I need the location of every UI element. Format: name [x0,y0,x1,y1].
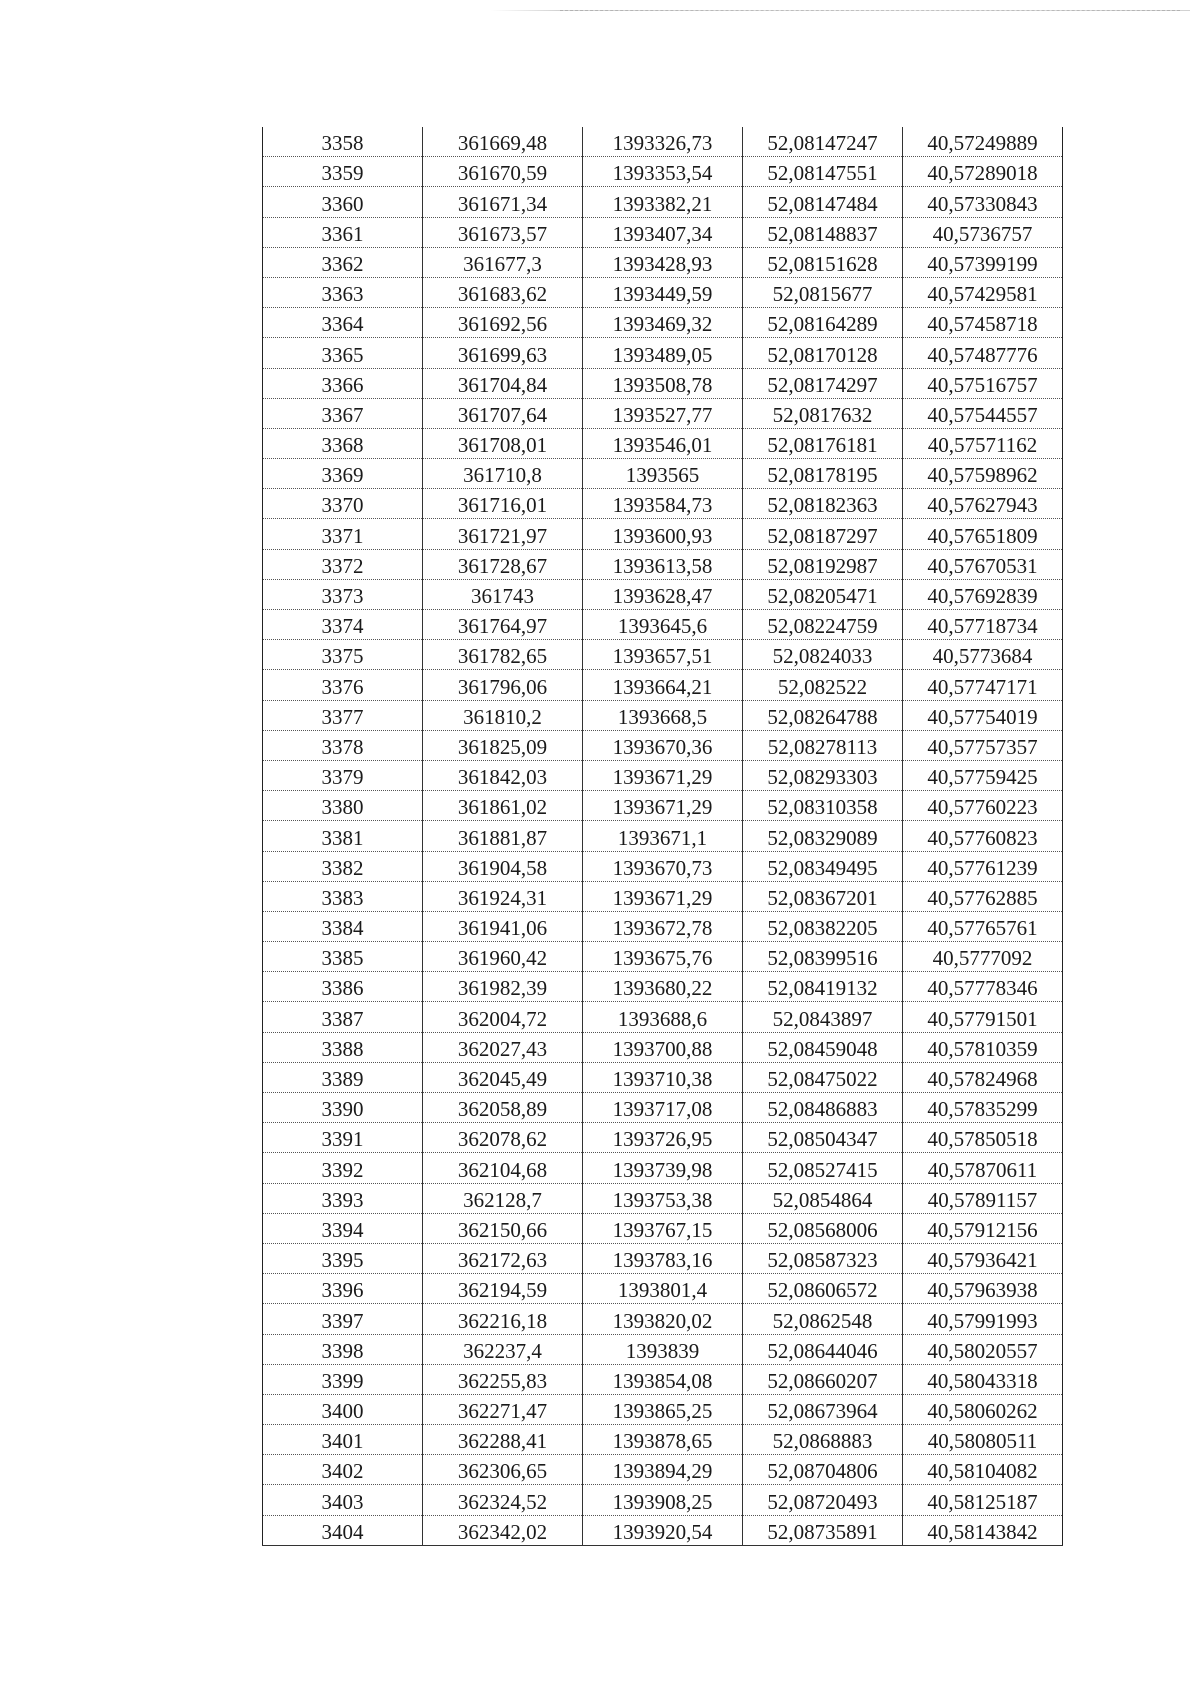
x-coordinate-cell: 361810,2 [423,700,583,730]
latitude-cell: 52,08174297 [743,368,903,398]
y-coordinate-cell: 1393546,01 [583,428,743,458]
table-row [263,579,1063,609]
x-coordinate-cell: 362271,47 [423,1394,583,1424]
latitude-cell: 52,08278113 [743,730,903,760]
y-coordinate-cell: 1393878,65 [583,1425,743,1455]
y-coordinate-cell: 1393767,15 [583,1213,743,1243]
latitude-cell: 52,08587323 [743,1243,903,1273]
y-coordinate-cell: 1393628,47 [583,579,743,609]
y-coordinate-cell: 1393670,73 [583,851,743,881]
longitude-cell: 40,57399199 [903,247,1063,277]
latitude-cell: 52,082522 [743,670,903,700]
x-coordinate-cell: 362104,68 [423,1153,583,1183]
longitude-cell: 40,57598962 [903,459,1063,489]
y-coordinate-cell: 1393671,29 [583,881,743,911]
table-row [263,1394,1063,1424]
y-coordinate-cell: 1393449,59 [583,277,743,307]
x-coordinate-cell: 361941,06 [423,911,583,941]
x-coordinate-cell: 361924,31 [423,881,583,911]
y-coordinate-cell: 1393657,51 [583,640,743,670]
y-coordinate-cell: 1393839 [583,1334,743,1364]
longitude-cell: 40,57759425 [903,760,1063,790]
x-coordinate-cell: 361692,56 [423,308,583,338]
latitude-cell: 52,08720493 [743,1485,903,1515]
latitude-cell: 52,08176181 [743,428,903,458]
table-row [263,1334,1063,1364]
latitude-cell: 52,0817632 [743,398,903,428]
y-coordinate-cell: 1393671,29 [583,760,743,790]
x-coordinate-cell: 362342,02 [423,1515,583,1545]
x-coordinate-cell: 362288,41 [423,1425,583,1455]
longitude-cell: 40,58043318 [903,1364,1063,1394]
y-coordinate-cell: 1393801,4 [583,1274,743,1304]
table-row [263,640,1063,670]
longitude-cell: 40,58143842 [903,1515,1063,1545]
longitude-cell: 40,57991993 [903,1304,1063,1334]
table-row [263,157,1063,187]
longitude-cell: 40,57778346 [903,972,1063,1002]
x-coordinate-cell: 362194,59 [423,1274,583,1304]
latitude-cell: 52,08486883 [743,1093,903,1123]
table-row [263,972,1063,1002]
longitude-cell: 40,58104082 [903,1455,1063,1485]
latitude-cell: 52,08187297 [743,519,903,549]
table-row [263,700,1063,730]
x-coordinate-cell: 361782,65 [423,640,583,670]
latitude-cell: 52,08660207 [743,1364,903,1394]
y-coordinate-cell: 1393865,25 [583,1394,743,1424]
latitude-cell: 52,08349495 [743,851,903,881]
x-coordinate-cell: 361728,67 [423,549,583,579]
latitude-cell: 52,08419132 [743,972,903,1002]
y-coordinate-cell: 1393680,22 [583,972,743,1002]
point-number-cell: 3366 [263,368,423,398]
y-coordinate-cell: 1393326,73 [583,127,743,157]
longitude-cell: 40,57760823 [903,821,1063,851]
point-number-cell: 3383 [263,881,423,911]
latitude-cell: 52,08735891 [743,1515,903,1545]
point-number-cell: 3378 [263,730,423,760]
latitude-cell: 52,08673964 [743,1394,903,1424]
table-row [263,217,1063,247]
latitude-cell: 52,0843897 [743,1002,903,1032]
table-row [263,338,1063,368]
y-coordinate-cell: 1393717,08 [583,1093,743,1123]
latitude-cell: 52,08568006 [743,1213,903,1243]
table-row [263,519,1063,549]
x-coordinate-cell: 361677,3 [423,247,583,277]
table-row [263,459,1063,489]
latitude-cell: 52,08367201 [743,881,903,911]
longitude-cell: 40,57835299 [903,1093,1063,1123]
table-row [263,428,1063,458]
x-coordinate-cell: 361743 [423,579,583,609]
longitude-cell: 40,57762885 [903,881,1063,911]
longitude-cell: 40,57810359 [903,1032,1063,1062]
longitude-cell: 40,57627943 [903,489,1063,519]
longitude-cell: 40,57516757 [903,368,1063,398]
point-number-cell: 3376 [263,670,423,700]
point-number-cell: 3382 [263,851,423,881]
point-number-cell: 3404 [263,1515,423,1545]
longitude-cell: 40,57487776 [903,338,1063,368]
longitude-cell: 40,57761239 [903,851,1063,881]
table-row [263,670,1063,700]
point-number-cell: 3400 [263,1394,423,1424]
table-row [263,942,1063,972]
longitude-cell: 40,57891157 [903,1183,1063,1213]
longitude-cell: 40,57429581 [903,277,1063,307]
longitude-cell: 40,57544557 [903,398,1063,428]
longitude-cell: 40,57757357 [903,730,1063,760]
y-coordinate-cell: 1393670,36 [583,730,743,760]
longitude-cell: 40,57870611 [903,1153,1063,1183]
longitude-cell: 40,57936421 [903,1243,1063,1273]
x-coordinate-cell: 361796,06 [423,670,583,700]
longitude-cell: 40,57912156 [903,1213,1063,1243]
table-row [263,1425,1063,1455]
y-coordinate-cell: 1393671,1 [583,821,743,851]
latitude-cell: 52,08527415 [743,1153,903,1183]
point-number-cell: 3370 [263,489,423,519]
longitude-cell: 40,57765761 [903,911,1063,941]
table-row [263,489,1063,519]
point-number-cell: 3377 [263,700,423,730]
x-coordinate-cell: 361904,58 [423,851,583,881]
point-number-cell: 3386 [263,972,423,1002]
point-number-cell: 3379 [263,760,423,790]
x-coordinate-cell: 361960,42 [423,942,583,972]
x-coordinate-cell: 362027,43 [423,1032,583,1062]
y-coordinate-cell: 1393894,29 [583,1455,743,1485]
x-coordinate-cell: 362255,83 [423,1364,583,1394]
y-coordinate-cell: 1393688,6 [583,1002,743,1032]
point-number-cell: 3371 [263,519,423,549]
longitude-cell: 40,57791501 [903,1002,1063,1032]
table-row [263,549,1063,579]
point-number-cell: 3368 [263,428,423,458]
point-number-cell: 3374 [263,610,423,640]
longitude-cell: 40,57458718 [903,308,1063,338]
x-coordinate-cell: 361704,84 [423,368,583,398]
point-number-cell: 3387 [263,1002,423,1032]
point-number-cell: 3369 [263,459,423,489]
point-number-cell: 3394 [263,1213,423,1243]
x-coordinate-cell: 362078,62 [423,1123,583,1153]
table-row [263,1455,1063,1485]
x-coordinate-cell: 361707,64 [423,398,583,428]
table-row [263,187,1063,217]
table-row [263,277,1063,307]
table-row [263,1153,1063,1183]
y-coordinate-cell: 1393710,38 [583,1062,743,1092]
longitude-cell: 40,58080511 [903,1425,1063,1455]
y-coordinate-cell: 1393668,5 [583,700,743,730]
point-number-cell: 3373 [263,579,423,609]
x-coordinate-cell: 361825,09 [423,730,583,760]
x-coordinate-cell: 361764,97 [423,610,583,640]
y-coordinate-cell: 1393700,88 [583,1032,743,1062]
point-number-cell: 3358 [263,127,423,157]
point-number-cell: 3381 [263,821,423,851]
longitude-cell: 40,57330843 [903,187,1063,217]
latitude-cell: 52,08147247 [743,127,903,157]
x-coordinate-cell: 361716,01 [423,489,583,519]
latitude-cell: 52,0862548 [743,1304,903,1334]
table-row [263,1032,1063,1062]
point-number-cell: 3403 [263,1485,423,1515]
latitude-cell: 52,08147484 [743,187,903,217]
table-row [263,1213,1063,1243]
x-coordinate-cell: 361669,48 [423,127,583,157]
longitude-cell: 40,58125187 [903,1485,1063,1515]
y-coordinate-cell: 1393920,54 [583,1515,743,1545]
latitude-cell: 52,08504347 [743,1123,903,1153]
point-number-cell: 3364 [263,308,423,338]
point-number-cell: 3361 [263,217,423,247]
point-number-cell: 3391 [263,1123,423,1153]
latitude-cell: 52,08459048 [743,1032,903,1062]
x-coordinate-cell: 361683,62 [423,277,583,307]
latitude-cell: 52,08192987 [743,549,903,579]
x-coordinate-cell: 361861,02 [423,791,583,821]
x-coordinate-cell: 362004,72 [423,1002,583,1032]
coordinates-table [262,127,1063,1546]
point-number-cell: 3399 [263,1364,423,1394]
y-coordinate-cell: 1393671,29 [583,791,743,821]
point-number-cell: 3372 [263,549,423,579]
point-number-cell: 3401 [263,1425,423,1455]
latitude-cell: 52,08205471 [743,579,903,609]
latitude-cell: 52,08182363 [743,489,903,519]
latitude-cell: 52,08164289 [743,308,903,338]
table-row [263,821,1063,851]
table-row [263,398,1063,428]
longitude-cell: 40,57670531 [903,549,1063,579]
latitude-cell: 52,08310358 [743,791,903,821]
y-coordinate-cell: 1393382,21 [583,187,743,217]
point-number-cell: 3360 [263,187,423,217]
longitude-cell: 40,57249889 [903,127,1063,157]
latitude-cell: 52,08264788 [743,700,903,730]
point-number-cell: 3367 [263,398,423,428]
table-row [263,1274,1063,1304]
x-coordinate-cell: 361670,59 [423,157,583,187]
point-number-cell: 3384 [263,911,423,941]
table-row [263,1485,1063,1515]
longitude-cell: 40,58060262 [903,1394,1063,1424]
x-coordinate-cell: 362306,65 [423,1455,583,1485]
x-coordinate-cell: 362237,4 [423,1334,583,1364]
y-coordinate-cell: 1393726,95 [583,1123,743,1153]
point-number-cell: 3365 [263,338,423,368]
y-coordinate-cell: 1393508,78 [583,368,743,398]
table-row [263,127,1063,157]
table-row [263,1243,1063,1273]
latitude-cell: 52,08178195 [743,459,903,489]
y-coordinate-cell: 1393407,34 [583,217,743,247]
y-coordinate-cell: 1393353,54 [583,157,743,187]
table-row [263,1062,1063,1092]
point-number-cell: 3362 [263,247,423,277]
table-row [263,247,1063,277]
longitude-cell: 40,58020557 [903,1334,1063,1364]
table-row [263,1364,1063,1394]
point-number-cell: 3390 [263,1093,423,1123]
latitude-cell: 52,0815677 [743,277,903,307]
y-coordinate-cell: 1393820,02 [583,1304,743,1334]
x-coordinate-cell: 362324,52 [423,1485,583,1515]
longitude-cell: 40,57289018 [903,157,1063,187]
y-coordinate-cell: 1393664,21 [583,670,743,700]
x-coordinate-cell: 361710,8 [423,459,583,489]
x-coordinate-cell: 362058,89 [423,1093,583,1123]
x-coordinate-cell: 361671,34 [423,187,583,217]
longitude-cell: 40,57571162 [903,428,1063,458]
latitude-cell: 52,08293303 [743,760,903,790]
y-coordinate-cell: 1393645,6 [583,610,743,640]
longitude-cell: 40,5777092 [903,942,1063,972]
latitude-cell: 52,08644046 [743,1334,903,1364]
longitude-cell: 40,57824968 [903,1062,1063,1092]
y-coordinate-cell: 1393613,58 [583,549,743,579]
latitude-cell: 52,08329089 [743,821,903,851]
point-number-cell: 3397 [263,1304,423,1334]
longitude-cell: 40,57718734 [903,610,1063,640]
latitude-cell: 52,08147551 [743,157,903,187]
y-coordinate-cell: 1393753,38 [583,1183,743,1213]
point-number-cell: 3396 [263,1274,423,1304]
latitude-cell: 52,08224759 [743,610,903,640]
longitude-cell: 40,57747171 [903,670,1063,700]
y-coordinate-cell: 1393584,73 [583,489,743,519]
scan-artifact-dashes [560,10,1180,12]
x-coordinate-cell: 361721,97 [423,519,583,549]
latitude-cell: 52,08399516 [743,942,903,972]
y-coordinate-cell: 1393489,05 [583,338,743,368]
latitude-cell: 52,08475022 [743,1062,903,1092]
latitude-cell: 52,08170128 [743,338,903,368]
table-row [263,1515,1063,1545]
latitude-cell: 52,08148837 [743,217,903,247]
longitude-cell: 40,57651809 [903,519,1063,549]
x-coordinate-cell: 361982,39 [423,972,583,1002]
table-row [263,851,1063,881]
y-coordinate-cell: 1393428,93 [583,247,743,277]
x-coordinate-cell: 362045,49 [423,1062,583,1092]
y-coordinate-cell: 1393783,16 [583,1243,743,1273]
latitude-cell: 52,08382205 [743,911,903,941]
point-number-cell: 3393 [263,1183,423,1213]
table-row [263,911,1063,941]
x-coordinate-cell: 362172,63 [423,1243,583,1273]
table-row [263,1304,1063,1334]
longitude-cell: 40,5773684 [903,640,1063,670]
point-number-cell: 3392 [263,1153,423,1183]
latitude-cell: 52,0824033 [743,640,903,670]
y-coordinate-cell: 1393527,77 [583,398,743,428]
x-coordinate-cell: 361842,03 [423,760,583,790]
point-number-cell: 3389 [263,1062,423,1092]
table-row [263,1002,1063,1032]
y-coordinate-cell: 1393469,32 [583,308,743,338]
y-coordinate-cell: 1393672,78 [583,911,743,941]
table-row [263,791,1063,821]
y-coordinate-cell: 1393908,25 [583,1485,743,1515]
y-coordinate-cell: 1393600,93 [583,519,743,549]
table-row [263,1093,1063,1123]
x-coordinate-cell: 361881,87 [423,821,583,851]
table-row [263,368,1063,398]
table-row [263,881,1063,911]
x-coordinate-cell: 362150,66 [423,1213,583,1243]
longitude-cell: 40,57760223 [903,791,1063,821]
y-coordinate-cell: 1393739,98 [583,1153,743,1183]
latitude-cell: 52,0854864 [743,1183,903,1213]
table-row [263,610,1063,640]
point-number-cell: 3359 [263,157,423,187]
table-row [263,308,1063,338]
latitude-cell: 52,08151628 [743,247,903,277]
point-number-cell: 3380 [263,791,423,821]
table-row [263,1183,1063,1213]
longitude-cell: 40,57754019 [903,700,1063,730]
y-coordinate-cell: 1393854,08 [583,1364,743,1394]
table-row [263,1123,1063,1153]
y-coordinate-cell: 1393565 [583,459,743,489]
coordinates-table-body [263,127,1063,1545]
longitude-cell: 40,5736757 [903,217,1063,247]
point-number-cell: 3385 [263,942,423,972]
point-number-cell: 3375 [263,640,423,670]
point-number-cell: 3402 [263,1455,423,1485]
table-row [263,760,1063,790]
point-number-cell: 3395 [263,1243,423,1273]
x-coordinate-cell: 361673,57 [423,217,583,247]
x-coordinate-cell: 361699,63 [423,338,583,368]
y-coordinate-cell: 1393675,76 [583,942,743,972]
latitude-cell: 52,08704806 [743,1455,903,1485]
table-row [263,730,1063,760]
point-number-cell: 3363 [263,277,423,307]
longitude-cell: 40,57850518 [903,1123,1063,1153]
longitude-cell: 40,57963938 [903,1274,1063,1304]
x-coordinate-cell: 362216,18 [423,1304,583,1334]
longitude-cell: 40,57692839 [903,579,1063,609]
point-number-cell: 3398 [263,1334,423,1364]
x-coordinate-cell: 362128,7 [423,1183,583,1213]
point-number-cell: 3388 [263,1032,423,1062]
latitude-cell: 52,08606572 [743,1274,903,1304]
x-coordinate-cell: 361708,01 [423,428,583,458]
latitude-cell: 52,0868883 [743,1425,903,1455]
